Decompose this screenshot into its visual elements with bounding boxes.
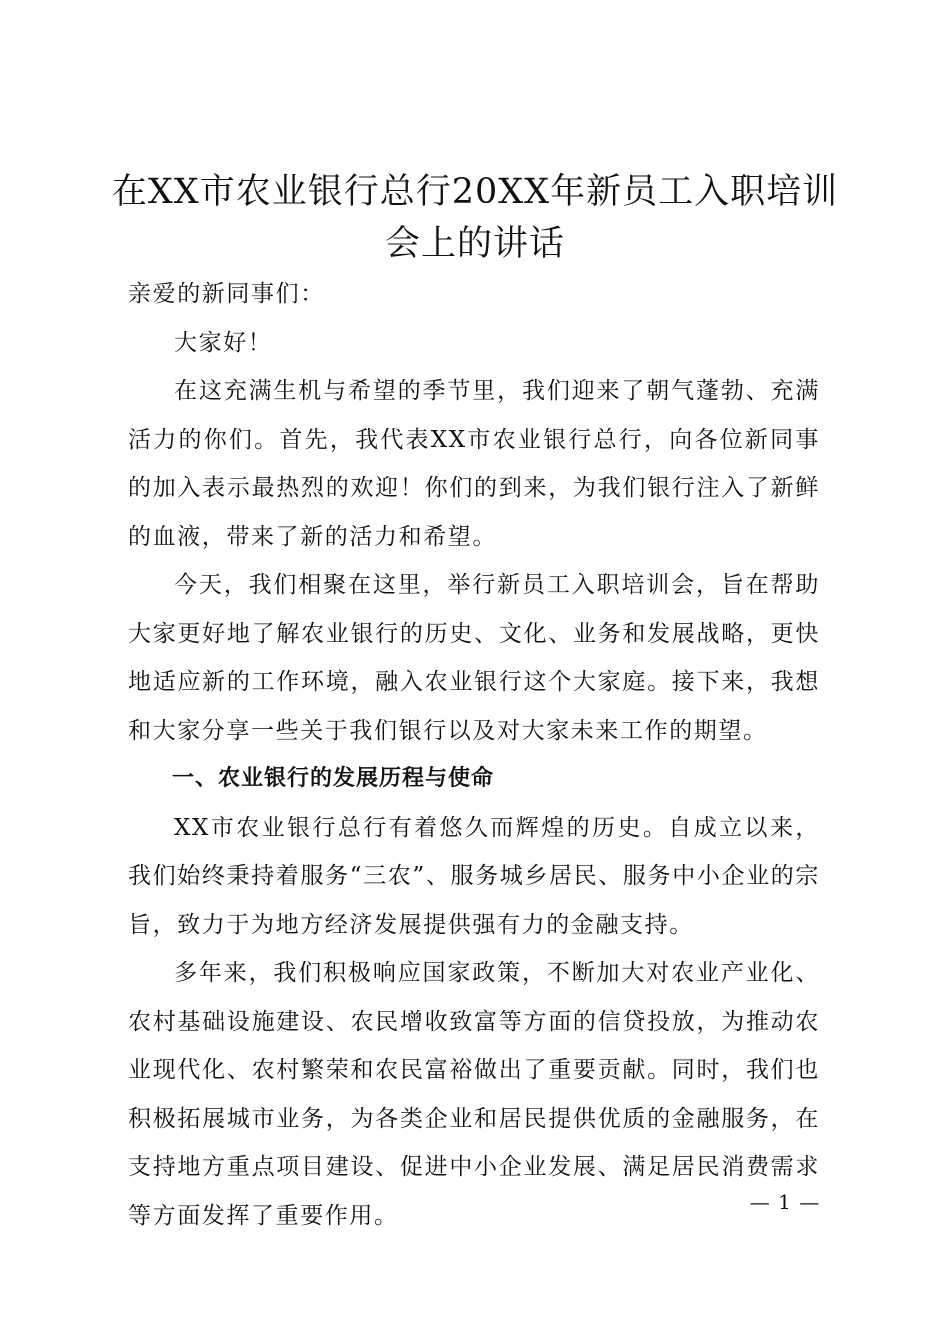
paragraph-contributions: 多年来，我们积极响应国家政策，不断加大对农业产业化、农村基础设施建设、农民增收致富等方面的信贷投放，为推动农业现代化、农村繁荣和农民富裕做出了重要贡献。同时，我们也积极拓展城市业务，为各类企业和居民提供优质的金融服务，在支持地方重点项目建设、促进中小企业发展、满足居民消费需求等方面发挥了重要作用。 bbox=[128, 960, 820, 1229]
paragraph-purpose: 今天，我们相聚在这里，举行新员工入职培训会，旨在帮助大家更好地了解农业银行的历史、文化、业务和发展战略，更快地适应新的工作环境，融入农业银行这个大家庭。接下来，我想和大家分享一些关于我们银行以及对大家未来工作的期望。 bbox=[128, 572, 820, 744]
salutation: 亲爱的新同事们： bbox=[128, 281, 325, 307]
document-body bbox=[128, 270, 820, 1240]
paragraph-welcome: 在这充满生机与希望的季节里，我们迎来了朝气蓬勃、充满活力的你们。首先，我代表XX市农业银行总行，向各位新同事的加入表示最热烈的欢迎！你们的到来，为我们银行注入了新鲜的血液，带来了新的活力和希望。 bbox=[128, 378, 820, 550]
page-number: — 1 — bbox=[749, 1190, 821, 1214]
section-heading: 一、农业银行的发展历程与使命 bbox=[172, 766, 495, 791]
document-title: 在XX市农业银行总行20XX年新员工入职培训会上的讲话 bbox=[111, 172, 839, 264]
paragraph-history: XX市农业银行总行有着悠久而辉煌的历史。自成立以来，我们始终秉持着服务“三农”、服务城乡居民、服务中小企业的宗旨，致力于为地方经济发展提供强有力的金融支持。 bbox=[128, 814, 820, 938]
greeting: 大家好！ bbox=[174, 329, 273, 356]
